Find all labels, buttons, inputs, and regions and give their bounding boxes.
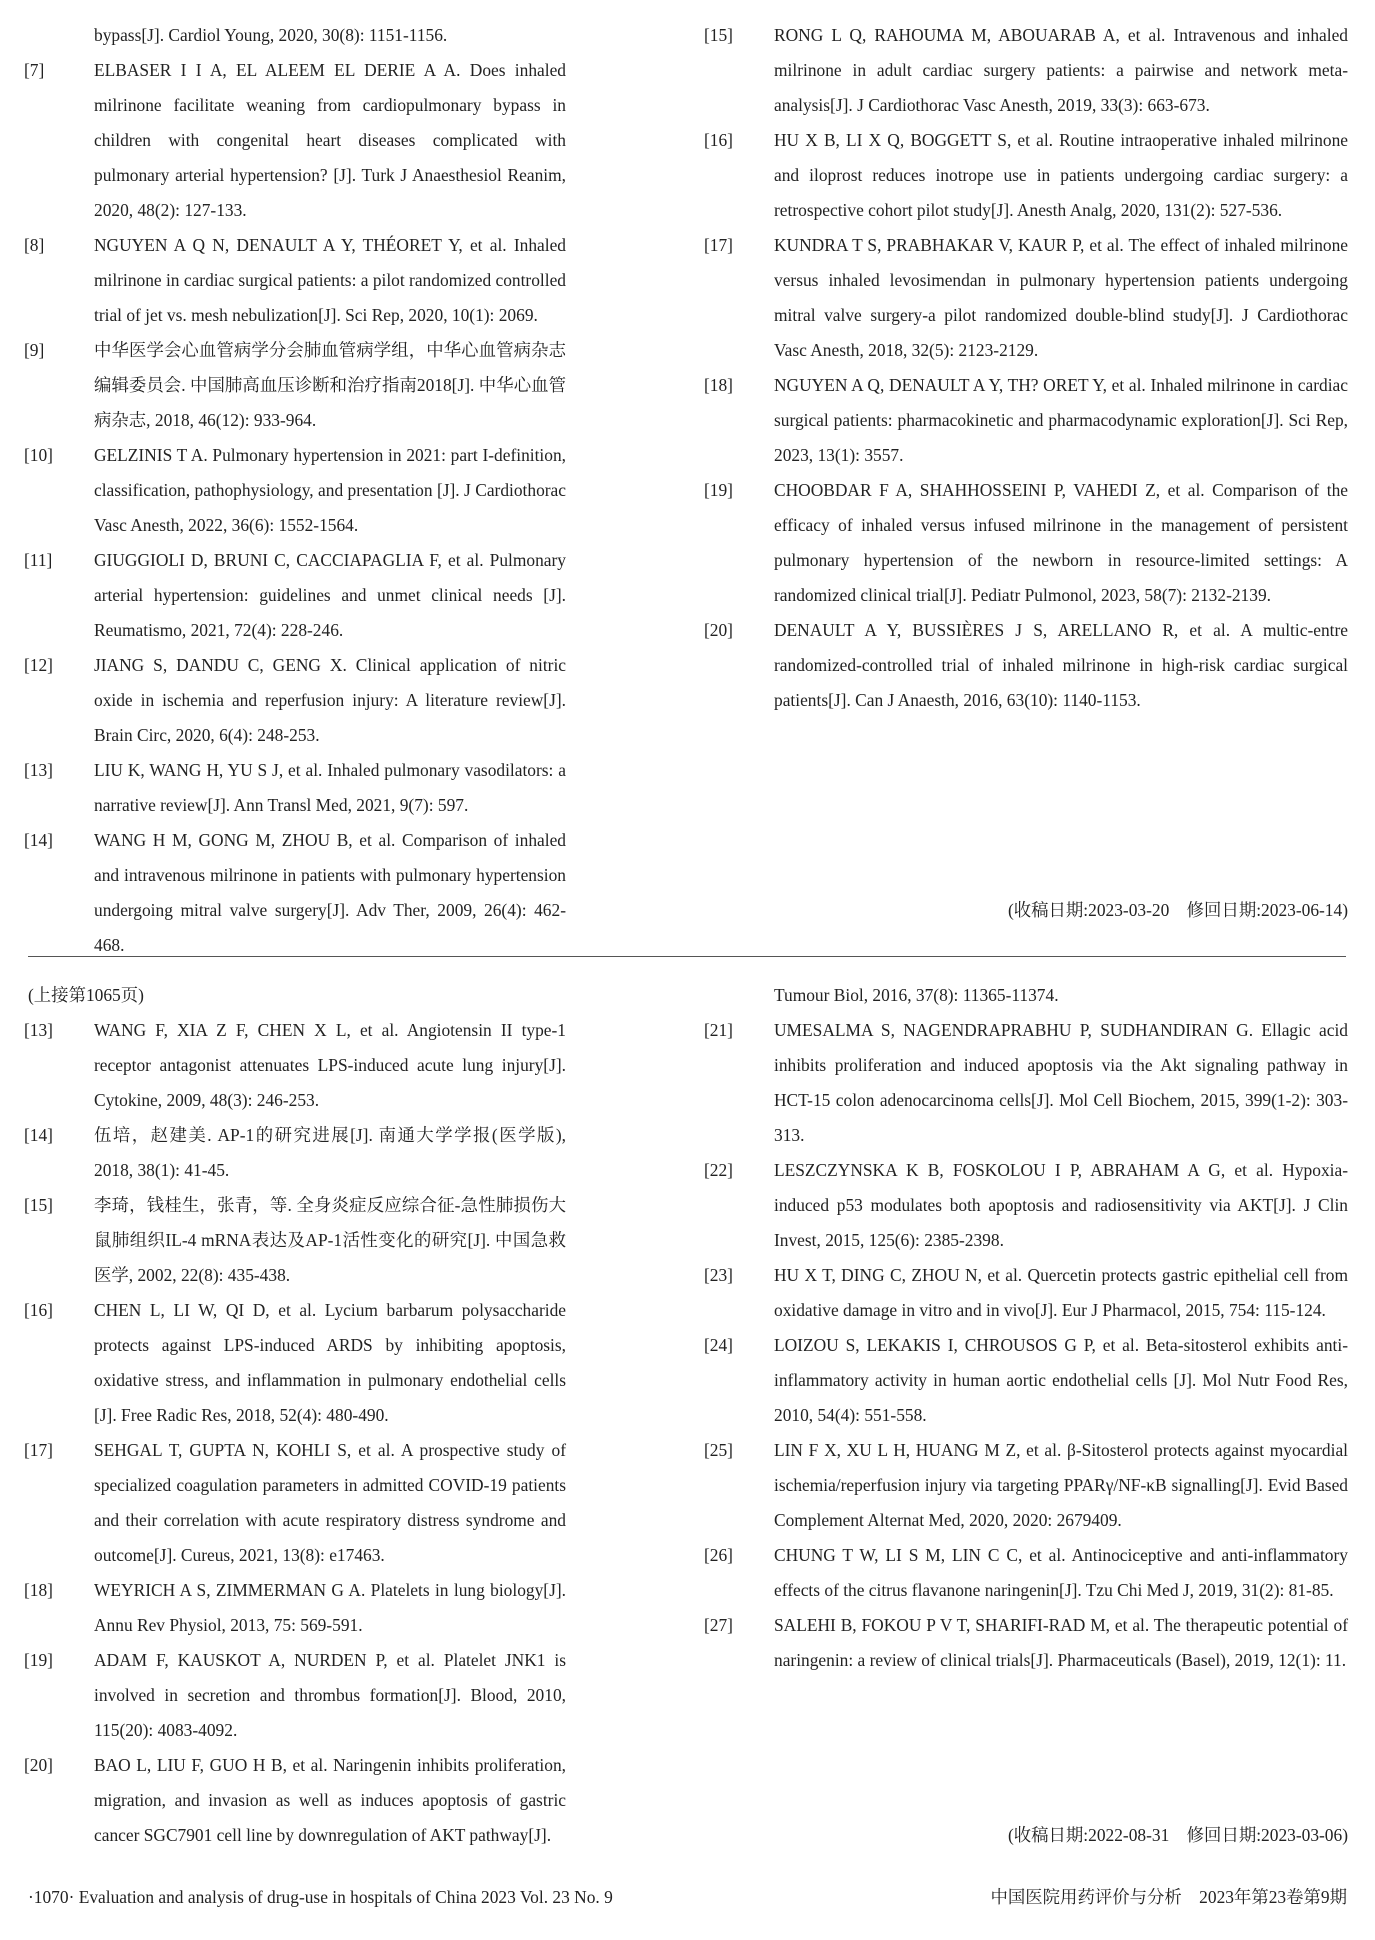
footer-right: 中国医院用药评价与分析 2023年第23卷第9期 <box>990 1887 1347 1907</box>
reference-number: [21] <box>704 1020 733 1040</box>
reference-item <box>704 1328 1348 1433</box>
reference-item <box>704 368 1348 473</box>
reference-number: [25] <box>704 1440 733 1460</box>
continued-note: (上接第1065页) <box>28 985 144 1005</box>
reference-number: [20] <box>24 1755 53 1775</box>
reference-text: HU X B, LI X Q, BOGGETT S, et al. Routine intraoperative inhaled milrinone and iloprost reduces inotrope use in patients undergoing cardiac surgery: a retrospective cohort pilot study[J]. Anesth Analg, 2020, 131(2): 527-536. <box>774 130 1348 220</box>
reference-number: [26] <box>704 1545 733 1565</box>
reference-item <box>704 228 1348 368</box>
reference-number: [17] <box>24 1440 53 1460</box>
reference-text: DENAULT A Y, BUSSIÈRES J S, ARELLANO R, et al. A multic-entre randomized-controlled trial of inhaled milrinone in high-risk cardiac surgical patients[J]. Can J Anaesth, 2016, 63(10): 1140-1153. <box>774 620 1348 710</box>
top-left-column <box>24 18 566 963</box>
reference-text: Tumour Biol, 2016, 37(8): 11365-11374. <box>774 985 1059 1005</box>
reference-text: UMESALMA S, NAGENDRAPRABHU P, SUDHANDIRAN G. Ellagic acid inhibits proliferation and induced apoptosis via the Akt signaling pathway in HCT-15 colon adenocarcinoma cells[J]. Mol Cell Biochem, 2015, 399(1-2): 303-313. <box>774 1020 1348 1145</box>
reference-number: [27] <box>704 1615 733 1635</box>
bottom-left-column <box>24 1013 566 1853</box>
reference-text: KUNDRA T S, PRABHAKAR V, KAUR P, et al. The effect of inhaled milrinone versus inhaled levosimendan in pulmonary hypertension patients undergoing mitral valve surgery-a pilot randomized double-blind study[J]. J Cardiothorac Vasc Anesth, 2018, 32(5): 2123-2129. <box>774 235 1348 360</box>
reference-item <box>24 1433 566 1573</box>
reference-item <box>708 978 1348 1013</box>
reference-item <box>24 1748 566 1853</box>
reference-number: [13] <box>24 1020 53 1040</box>
footer-left: ·1070· Evaluation and analysis of drug-use in hospitals of China 2023 Vol. 23 No. 9 <box>28 1887 613 1907</box>
reference-text: CHUNG T W, LI S M, LIN C C, et al. Antinociceptive and anti-inflammatory effects of the citrus flavanone naringenin[J]. Tzu Chi Med J, 2019, 31(2): 81-85. <box>774 1545 1348 1600</box>
reference-item <box>24 543 566 648</box>
reference-number: [19] <box>24 1650 53 1670</box>
reference-number: [17] <box>704 235 733 255</box>
reference-item <box>24 1573 566 1643</box>
reference-number: [20] <box>704 620 733 640</box>
reference-item <box>24 823 566 963</box>
reference-item <box>704 1433 1348 1538</box>
reference-item <box>24 648 566 753</box>
reference-number: [23] <box>704 1265 733 1285</box>
reference-number: [24] <box>704 1335 733 1355</box>
reference-item <box>704 1258 1348 1328</box>
reference-number: [14] <box>24 830 53 850</box>
reference-item <box>704 1538 1348 1608</box>
reference-number: [11] <box>24 550 53 570</box>
reference-item <box>24 1293 566 1433</box>
section-divider <box>28 956 1346 957</box>
reference-text: JIANG S, DANDU C, GENG X. Clinical application of nitric oxide in ischemia and reperfusion injury: A literature review[J]. Brain Circ, 2020, 6(4): 248-253. <box>94 655 566 745</box>
reference-number: [14] <box>24 1125 53 1145</box>
reference-number: [19] <box>704 480 733 500</box>
reference-item <box>704 473 1348 613</box>
reference-item <box>704 1013 1348 1153</box>
reference-text: WEYRICH A S, ZIMMERMAN G A. Platelets in lung biology[J]. Annu Rev Physiol, 2013, 75: 569-591. <box>94 1580 566 1635</box>
reference-text: ELBASER I I A, EL ALEEM EL DERIE A A. Does inhaled milrinone facilitate weaning from cardiopulmonary bypass in children with congenital heart diseases complicated with pulmonary arterial hypertension? [J]. Turk J Anaesthesiol Reanim, 2020, 48(2): 127-133. <box>94 60 566 220</box>
reference-text: RONG L Q, RAHOUMA M, ABOUARAB A, et al. Intravenous and inhaled milrinone in adult cardiac surgery patients: a pairwise and network meta-analysis[J]. J Cardiothorac Vasc Anesth, 2019, 33(3): 663-673. <box>774 25 1348 115</box>
reference-text: WANG F, XIA Z F, CHEN X L, et al. Angiotensin II type-1 receptor antagonist attenuates LPS-induced acute lung injury[J]. Cytokine, 2009, 48(3): 246-253. <box>94 1020 566 1110</box>
reference-text: bypass[J]. Cardiol Young, 2020, 30(8): 1151-1156. <box>94 25 448 45</box>
reference-text: NGUYEN A Q, DENAULT A Y, TH? ORET Y, et al. Inhaled milrinone in cardiac surgical patients: pharmacokinetic and pharmacodynamic exploration[J]. Sci Rep, 2023, 13(1): 3557. <box>774 375 1348 465</box>
reference-item <box>24 228 566 333</box>
reference-number: [13] <box>24 760 53 780</box>
reference-number: [15] <box>24 1195 53 1215</box>
reference-text: HU X T, DING C, ZHOU N, et al. Quercetin protects gastric epithelial cell from oxidative damage in vitro and in vivo[J]. Eur J Pharmacol, 2015, 754: 115-124. <box>774 1265 1348 1320</box>
reference-item <box>704 18 1348 123</box>
reference-item <box>24 333 566 438</box>
reference-text: 中华医学会心血管病学分会肺血管病学组，中华心血管病杂志编辑委员会. 中国肺高血压诊断和治疗指南2018[J]. 中华心血管病杂志, 2018, 46(12): 933-964. <box>94 340 566 430</box>
reference-text: LIU K, WANG H, YU S J, et al. Inhaled pulmonary vasodilators: a narrative review[J]. Ann Transl Med, 2021, 9(7): 597. <box>94 760 566 815</box>
reference-text: CHOOBDAR F A, SHAHHOSSEINI P, VAHEDI Z, et al. Comparison of the efficacy of inhaled versus infused milrinone in the management of persistent pulmonary hypertension of the newborn in resource-limited settings: A randomized clinical trial[J]. Pediatr Pulmonol, 2023, 58(7): 2132-2139. <box>774 480 1348 605</box>
reference-item <box>704 123 1348 228</box>
reference-number: [15] <box>704 25 733 45</box>
reference-number: [10] <box>24 445 53 465</box>
reference-number: [12] <box>24 655 53 675</box>
reference-text: LIN F X, XU L H, HUANG M Z, et al. β-Sitosterol protects against myocardial ischemia/reperfusion injury via targeting PPARγ/NF-κB signalling[J]. Evid Based Complement Alternat Med, 2020, 2020: 2679409. <box>774 1440 1348 1530</box>
reference-number: [16] <box>24 1300 53 1320</box>
reference-text: CHEN L, LI W, QI D, et al. Lycium barbarum polysaccharide protects against LPS-induced ARDS by inhibiting apoptosis, oxidative stress, and inflammation in pulmonary endothelial cells [J]. Free Radic Res, 2018, 52(4): 480-490. <box>94 1300 566 1425</box>
reference-item <box>704 1608 1348 1678</box>
reference-item <box>24 1643 566 1748</box>
reference-text: NGUYEN A Q N, DENAULT A Y, THÉORET Y, et al. Inhaled milrinone in cardiac surgical patients: a pilot randomized controlled trial of jet vs. mesh nebulization[J]. Sci Rep, 2020, 10(1): 2069. <box>94 235 566 325</box>
reference-number: [9] <box>24 340 45 360</box>
bottom-received-date: (收稿日期:2022-08-31 修回日期:2023-03-06) <box>1007 1825 1348 1845</box>
reference-item <box>704 1153 1348 1258</box>
reference-text: SALEHI B, FOKOU P V T, SHARIFI-RAD M, et al. The therapeutic potential of naringenin: a review of clinical trials[J]. Pharmaceuticals (Basel), 2019, 12(1): 11. <box>774 1615 1348 1670</box>
reference-number: [16] <box>704 130 733 150</box>
reference-text: WANG H M, GONG M, ZHOU B, et al. Comparison of inhaled and intravenous milrinone in patients with pulmonary hypertension undergoing mitral valve surgery[J]. Adv Ther, 2009, 26(4): 462-468. <box>94 830 566 955</box>
reference-item <box>28 18 566 53</box>
reference-text: GIUGGIOLI D, BRUNI C, CACCIAPAGLIA F, et al. Pulmonary arterial hypertension: guidelines and unmet clinical needs [J]. Reumatismo, 2021, 72(4): 228-246. <box>94 550 566 640</box>
reference-text: BAO L, LIU F, GUO H B, et al. Naringenin inhibits proliferation, migration, and invasion as well as induces apoptosis of gastric cancer SGC7901 cell line by downregulation of AKT pathway[J]. <box>94 1755 566 1845</box>
reference-text: 李琦，钱桂生，张青，等. 全身炎症反应综合征-急性肺损伤大鼠肺组织IL-4 mRNA表达及AP-1活性变化的研究[J]. 中国急救医学, 2002, 22(8): 435-438. <box>94 1195 566 1285</box>
reference-number: [18] <box>24 1580 53 1600</box>
reference-number: [22] <box>704 1160 733 1180</box>
reference-number: [18] <box>704 375 733 395</box>
reference-number: [8] <box>24 235 45 255</box>
top-right-column <box>704 18 1348 718</box>
reference-item <box>24 1118 566 1188</box>
reference-item <box>24 753 566 823</box>
bottom-right-column <box>704 978 1348 1678</box>
reference-number: [7] <box>24 60 45 80</box>
reference-item <box>24 53 566 228</box>
reference-text: LESZCZYNSKA K B, FOSKOLOU I P, ABRAHAM A G, et al. Hypoxia-induced p53 modulates both apoptosis and radiosensitivity via AKT[J]. J Clin Invest, 2015, 125(6): 2385-2398. <box>774 1160 1348 1250</box>
reference-text: LOIZOU S, LEKAKIS I, CHROUSOS G P, et al. Beta-sitosterol exhibits anti-inflammatory activity in human aortic endothelial cells [J]. Mol Nutr Food Res, 2010, 54(4): 551-558. <box>774 1335 1348 1425</box>
reference-text: ADAM F, KAUSKOT A, NURDEN P, et al. Platelet JNK1 is involved in secretion and thrombus formation[J]. Blood, 2010, 115(20): 4083-4092. <box>94 1650 566 1740</box>
reference-text: 伍培，赵建美. AP-1的研究进展[J]. 南通大学学报(医学版), 2018, 38(1): 41-45. <box>94 1125 566 1180</box>
reference-text: SEHGAL T, GUPTA N, KOHLI S, et al. A prospective study of specialized coagulation parameters in admitted COVID-19 patients and their correlation with acute respiratory distress syndrome and outcome[J]. Cureus, 2021, 13(8): e17463. <box>94 1440 566 1565</box>
reference-item <box>704 613 1348 718</box>
reference-item <box>24 438 566 543</box>
reference-item <box>24 1013 566 1118</box>
reference-item <box>24 1188 566 1293</box>
top-received-date: (收稿日期:2023-03-20 修回日期:2023-06-14) <box>1007 900 1348 920</box>
reference-text: GELZINIS T A. Pulmonary hypertension in 2021: part I-definition, classification, pathophysiology, and presentation [J]. J Cardiothorac Vasc Anesth, 2022, 36(6): 1552-1564. <box>94 445 566 535</box>
